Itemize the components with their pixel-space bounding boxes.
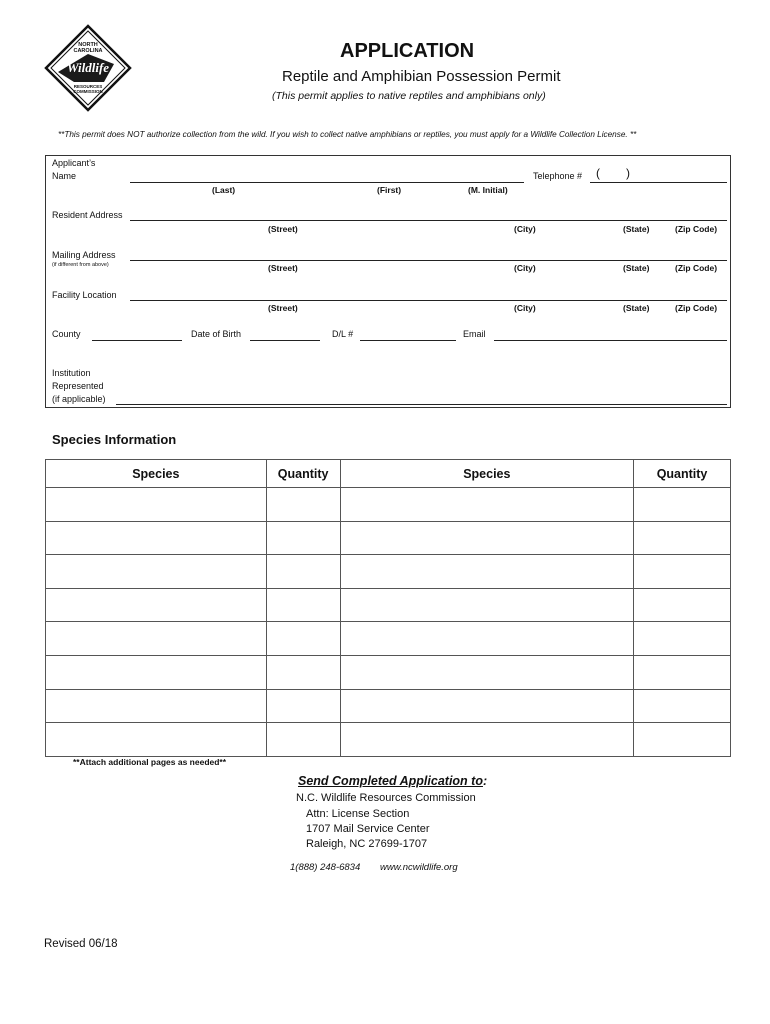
applicant-label-2: Name	[52, 171, 77, 181]
telephone-paren-open: (	[596, 166, 600, 180]
send-heading: Send Completed Application to	[298, 774, 483, 788]
phone-number: 1(888) 248-6834	[290, 862, 361, 873]
send-line-2: Attn: License Section	[306, 808, 410, 820]
county-field[interactable]	[92, 340, 182, 341]
species-cell[interactable]	[340, 622, 633, 656]
scope-note: (This permit applies to native reptiles and amphibians only)	[272, 90, 546, 102]
telephone-paren-close: )	[626, 166, 630, 180]
email-label: Email	[463, 329, 486, 339]
col-species: Species	[46, 460, 267, 488]
dl-field[interactable]	[360, 340, 456, 341]
resident-city-caption: (City)	[514, 224, 536, 234]
species-cell[interactable]	[46, 689, 267, 723]
table-row	[46, 555, 731, 589]
attach-note: **Attach additional pages as needed**	[73, 757, 227, 767]
mailing-street-caption: (Street)	[268, 263, 298, 273]
quantity-cell[interactable]	[634, 723, 731, 757]
dob-field[interactable]	[250, 340, 320, 341]
send-line-1: N.C. Wildlife Resources Commission	[296, 792, 476, 804]
table-row	[46, 588, 731, 622]
quantity-cell[interactable]	[634, 622, 731, 656]
page-subtitle: Reptile and Amphibian Possession Permit	[282, 68, 561, 85]
mailing-state-caption: (State)	[623, 263, 650, 273]
resident-address-field[interactable]	[130, 220, 727, 221]
facility-state-caption: (State)	[623, 303, 650, 313]
institution-label-2: Represented	[52, 381, 104, 391]
dl-label: D/L #	[332, 329, 354, 339]
table-row	[46, 488, 731, 522]
facility-location-label: Facility Location	[52, 290, 117, 300]
send-heading-wrap	[298, 774, 487, 788]
table-row	[46, 689, 731, 723]
resident-state-caption: (State)	[623, 224, 650, 234]
mailing-address-label: Mailing Address	[52, 250, 116, 260]
species-cell[interactable]	[46, 521, 267, 555]
species-table	[45, 459, 731, 757]
quantity-cell[interactable]	[266, 689, 340, 723]
website-link[interactable]: www.ncwildlife.org	[380, 862, 458, 873]
first-name-caption: (First)	[377, 185, 402, 195]
institution-label-1: Institution	[52, 368, 91, 378]
resident-address-label: Resident Address	[52, 210, 123, 220]
species-cell[interactable]	[46, 588, 267, 622]
quantity-cell[interactable]	[266, 622, 340, 656]
resident-zip-caption: (Zip Code)	[675, 224, 718, 234]
facility-location-field[interactable]	[130, 300, 727, 301]
species-cell[interactable]	[340, 521, 633, 555]
table-row	[46, 521, 731, 555]
mailing-address-note: (if different from above)	[52, 262, 109, 268]
quantity-cell[interactable]	[634, 488, 731, 522]
logo-text-north: NORTH	[78, 42, 98, 48]
col-species-2: Species	[340, 460, 633, 488]
dob-label: Date of Birth	[191, 329, 242, 339]
telephone-label: Telephone #	[533, 171, 583, 181]
applicant-label-1: Applicant’s	[52, 158, 96, 168]
send-line-4: Raleigh, NC 27699-1707	[306, 838, 428, 850]
facility-street-caption: (Street)	[268, 303, 298, 313]
quantity-cell[interactable]	[266, 521, 340, 555]
institution-label-3: (if applicable)	[52, 394, 106, 404]
mailing-city-caption: (City)	[514, 263, 536, 273]
quantity-cell[interactable]	[266, 588, 340, 622]
facility-zip-caption: (Zip Code)	[675, 303, 718, 313]
species-cell[interactable]	[46, 723, 267, 757]
species-cell[interactable]	[340, 689, 633, 723]
ncwrc-logo	[44, 24, 132, 112]
quantity-cell[interactable]	[634, 555, 731, 589]
quantity-cell[interactable]	[634, 588, 731, 622]
facility-city-caption: (City)	[514, 303, 536, 313]
email-field[interactable]	[494, 340, 727, 341]
species-cell[interactable]	[46, 488, 267, 522]
quantity-cell[interactable]	[634, 689, 731, 723]
applicant-name-field[interactable]	[130, 182, 524, 183]
county-label: County	[52, 329, 81, 339]
species-cell[interactable]	[340, 655, 633, 689]
logo-text-carolina: CAROLINA	[73, 48, 103, 54]
institution-field[interactable]	[116, 404, 727, 405]
page-title: APPLICATION	[340, 40, 475, 62]
quantity-cell[interactable]	[634, 521, 731, 555]
col-quantity: Quantity	[266, 460, 340, 488]
logo-text-resources: RESOURCES	[73, 84, 103, 89]
collection-warning: **This permit does NOT authorize collection from the wild. If you wish to collect native amphibians or reptiles, you must apply for a Wildlife Collection License. **	[58, 130, 637, 139]
mailing-address-field[interactable]	[130, 260, 727, 261]
species-heading: Species Information	[52, 432, 177, 447]
telephone-field[interactable]	[590, 182, 727, 183]
species-cell[interactable]	[46, 655, 267, 689]
species-cell[interactable]	[340, 555, 633, 589]
quantity-cell[interactable]	[266, 488, 340, 522]
table-row	[46, 723, 731, 757]
species-cell[interactable]	[46, 555, 267, 589]
revised-date: Revised 06/18	[44, 938, 118, 950]
species-cell[interactable]	[340, 588, 633, 622]
send-line-3: 1707 Mail Service Center	[306, 823, 430, 835]
species-cell[interactable]	[46, 622, 267, 656]
species-cell[interactable]	[340, 723, 633, 757]
last-name-caption: (Last)	[212, 185, 236, 195]
quantity-cell[interactable]	[266, 723, 340, 757]
logo-text-wildlife: Wildlife	[66, 60, 110, 75]
mailing-zip-caption: (Zip Code)	[675, 263, 718, 273]
quantity-cell[interactable]	[266, 555, 340, 589]
table-row	[46, 655, 731, 689]
table-row	[46, 622, 731, 656]
resident-street-caption: (Street)	[268, 224, 298, 234]
logo-text-commission: COMMISSION	[73, 89, 103, 94]
quantity-cell[interactable]	[266, 655, 340, 689]
col-quantity-2: Quantity	[634, 460, 731, 488]
middle-initial-caption: (M. Initial)	[468, 185, 508, 195]
quantity-cell[interactable]	[634, 655, 731, 689]
species-cell[interactable]	[340, 488, 633, 522]
send-heading-colon: :	[482, 774, 488, 788]
